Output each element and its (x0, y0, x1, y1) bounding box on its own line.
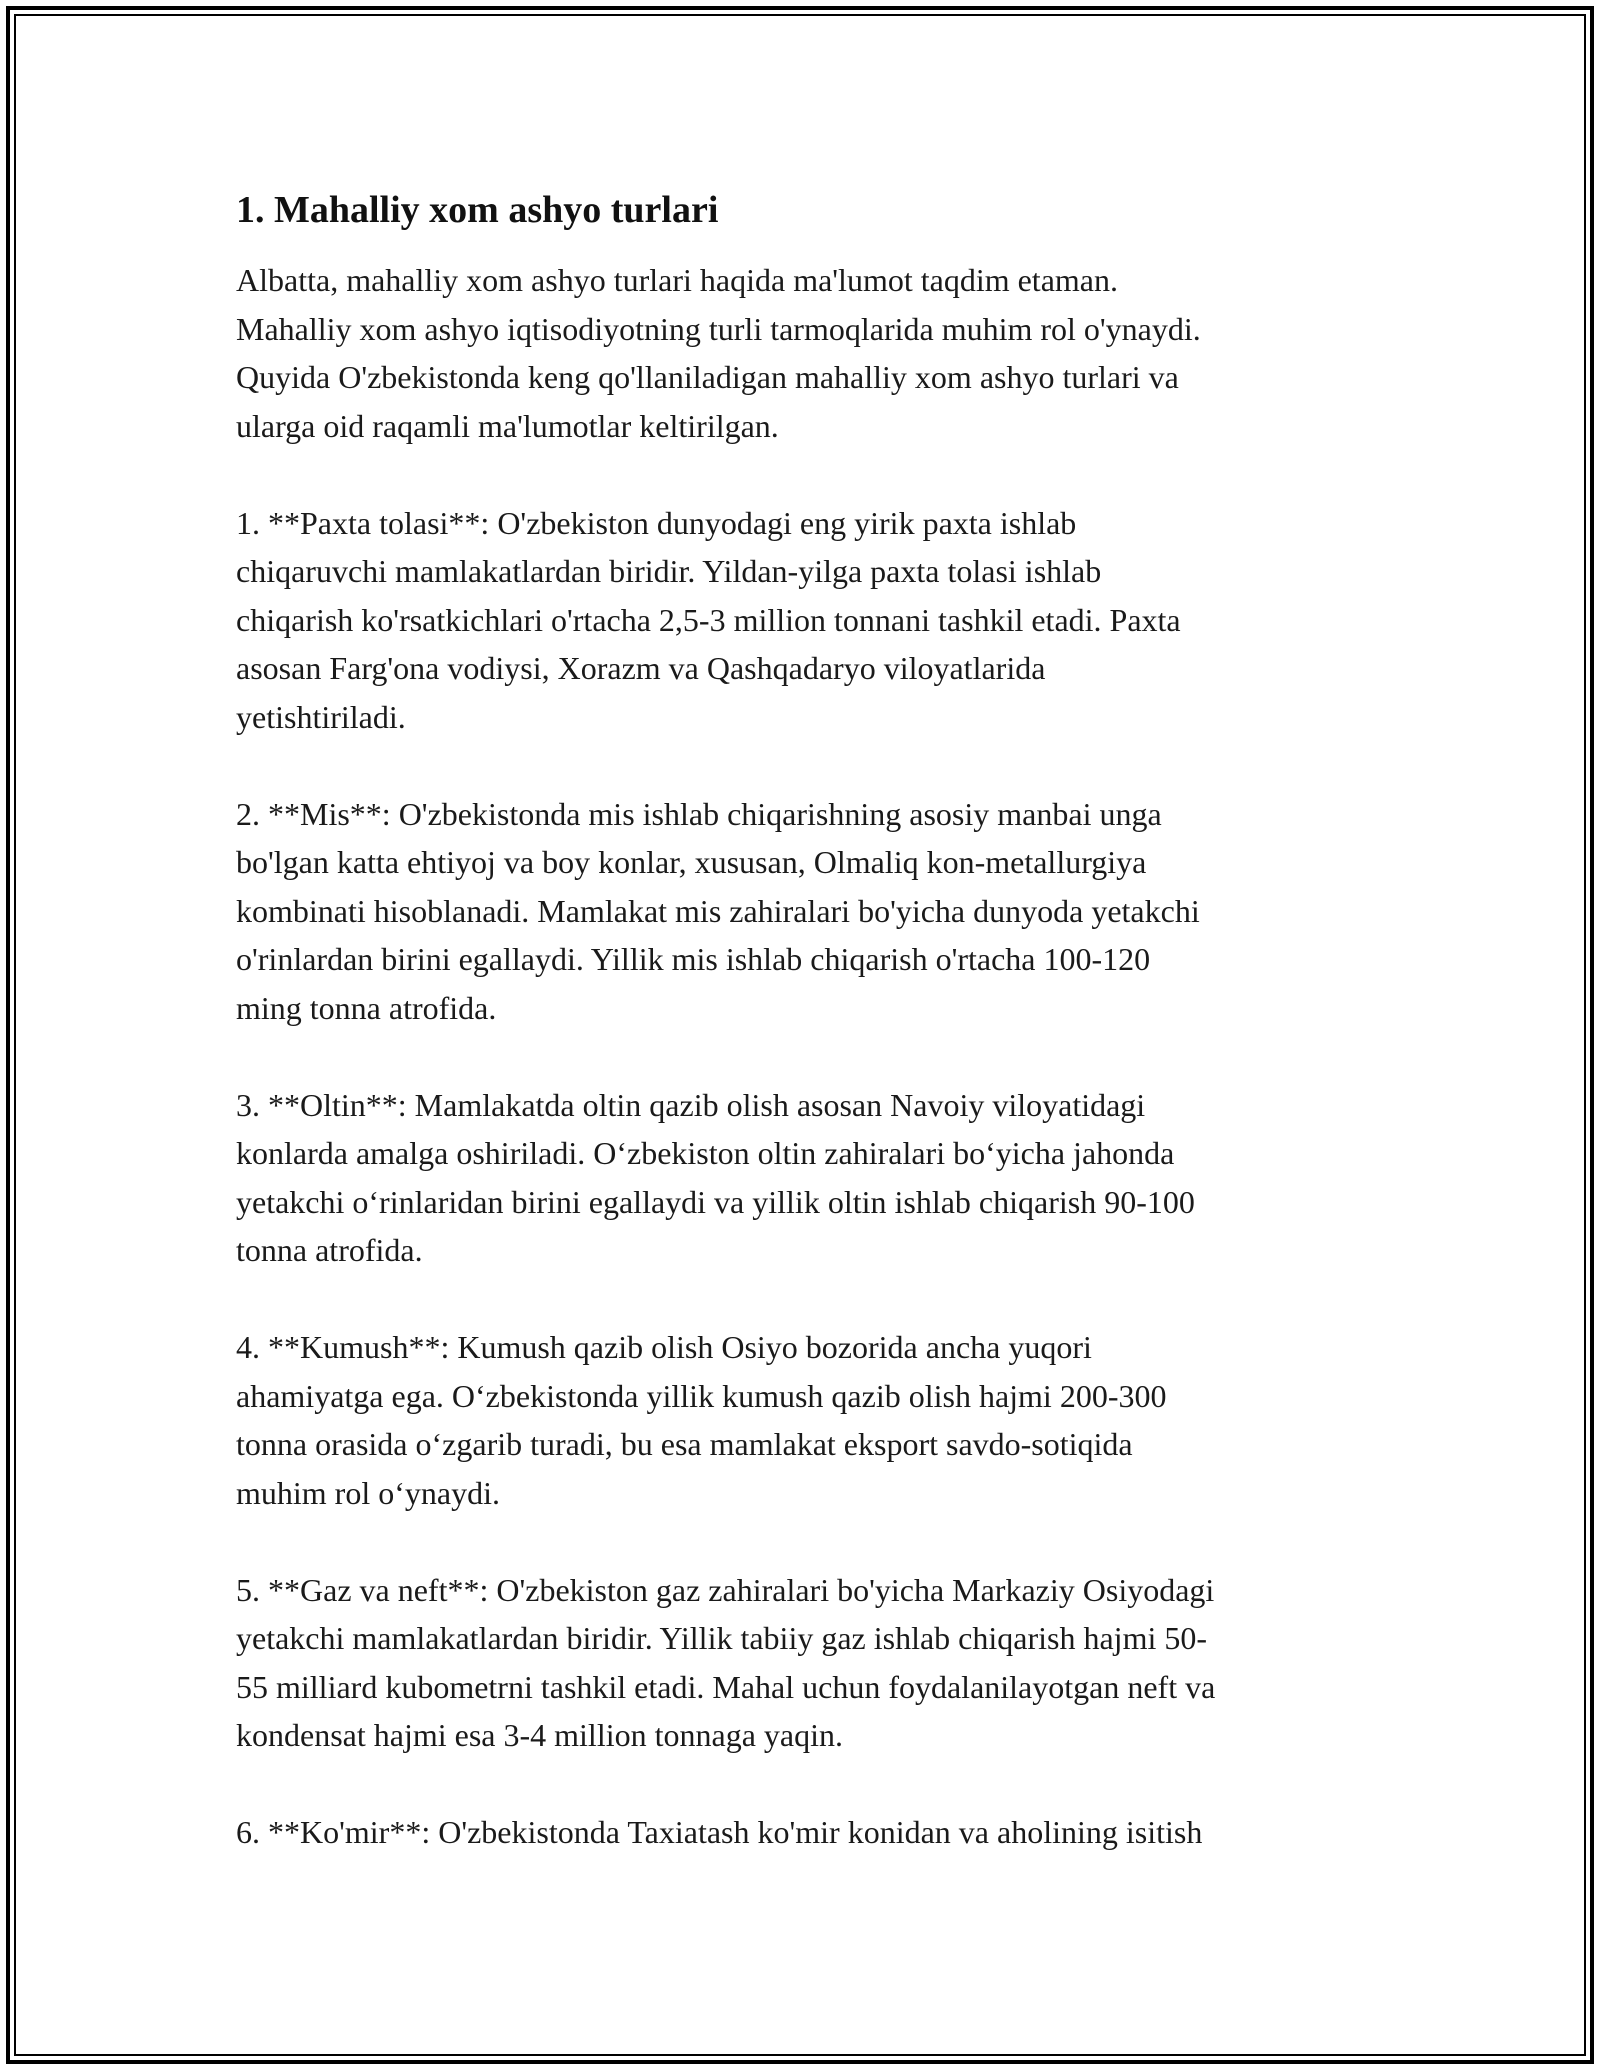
text-line: 5. **Gaz va neft**: O'zbekiston gaz zahiralari bo'yicha Markaziy Osiyodagi (236, 1571, 1215, 1608)
paragraph-intro (236, 256, 1376, 450)
text-line: kondensat hajmi esa 3-4 million tonnaga yaqin. (236, 1717, 843, 1753)
text-line: o'rinlardan birini egallaydi. Yillik mis ishlab chiqarish o'rtacha 100-120 (236, 941, 1151, 977)
text-line: ming tonna atrofida. (236, 989, 497, 1026)
document-body (236, 186, 1376, 1905)
paragraph-paxta (236, 499, 1376, 742)
text-line: asosan Farg'ona vodiysi, Xorazm va Qashqadaryo viloyatlarida (236, 650, 1046, 686)
text-line: Mahalliy xom ashyo iqtisodiyotning turli tarmoqlarida muhim rol o'ynaydi. (236, 310, 1201, 347)
text-line: 2. **Mis**: O'zbekistonda mis ishlab chiqarishning asosiy manbai unga (236, 795, 1162, 832)
text-line: chiqaruvchi mamlakatlardan biridir. Yildan-yilga paxta tolasi ishlab (236, 553, 1102, 589)
text-line: Quyida O'zbekistonda keng qo'llaniladigan mahalliy xom ashyo turlari va (236, 359, 1179, 395)
text-line: bo'lgan katta ehtiyoj va boy konlar, xususan, Olmaliq kon-metallurgiya (236, 844, 1147, 880)
text-line: kombinati hisoblanadi. Mamlakat mis zahiralari bo'yicha dunyoda yetakchi (236, 892, 1200, 929)
text-line: 4. **Kumush**: Kumush qazib olish Osiyo bozorida ancha yuqori (236, 1329, 1092, 1365)
text-line: 1. **Paxta tolasi**: O'zbekiston dunyodagi eng yirik paxta ishlab (236, 504, 1077, 541)
paragraph-oltin (236, 1081, 1376, 1275)
text-line: ularga oid raqamli ma'lumotlar keltirilgan. (236, 407, 779, 444)
section-heading: 1. Mahalliy xom ashyo turlari (236, 189, 719, 231)
text-line: konlarda amalga oshiriladi. O‘zbekiston oltin zahiralari bo‘yicha jahonda (236, 1135, 1175, 1171)
paragraph-kumush (236, 1323, 1376, 1517)
text-line: muhim rol o‘ynaydi. (236, 1474, 500, 1511)
text-line: tonna atrofida. (236, 1232, 423, 1268)
text-line: Albatta, mahalliy xom ashyo turlari haqida ma'lumot taqdim etaman. (236, 262, 1118, 298)
text-line: tonna orasida o‘zgarib turadi, bu esa mamlakat eksport savdo-sotiqida (236, 1426, 1133, 1462)
text-line: chiqarish ko'rsatkichlari o'rtacha 2,5-3 million tonnani tashkil etadi. Paxta (236, 601, 1181, 638)
text-line: yetakchi mamlakatlardan biridir. Yillik tabiiy gaz ishlab chiqarish hajmi 50- (236, 1620, 1207, 1656)
text-line: 55 milliard kubometrni tashkil etadi. Mahal uchun foydalanilayotgan neft va (236, 1668, 1216, 1705)
paragraph-gaz-neft (236, 1566, 1376, 1760)
text-line: ahamiyatga ega. O‘zbekistonda yillik kumush qazib olish hajmi 200-300 (236, 1377, 1167, 1414)
paragraph-komir (236, 1808, 1376, 1857)
text-line: 6. **Ko'mir**: O'zbekistonda Taxiatash ko'mir konidan va aholining isitish (236, 1814, 1203, 1850)
text-line: yetishtiriladi. (236, 698, 406, 735)
paragraph-mis (236, 790, 1376, 1033)
text-line: 3. **Oltin**: Mamlakatda oltin qazib olish asosan Navoiy viloyatidagi (236, 1086, 1146, 1123)
text-line: yetakchi o‘rinlaridan birini egallaydi va yillik oltin ishlab chiqarish 90-100 (236, 1183, 1195, 1220)
